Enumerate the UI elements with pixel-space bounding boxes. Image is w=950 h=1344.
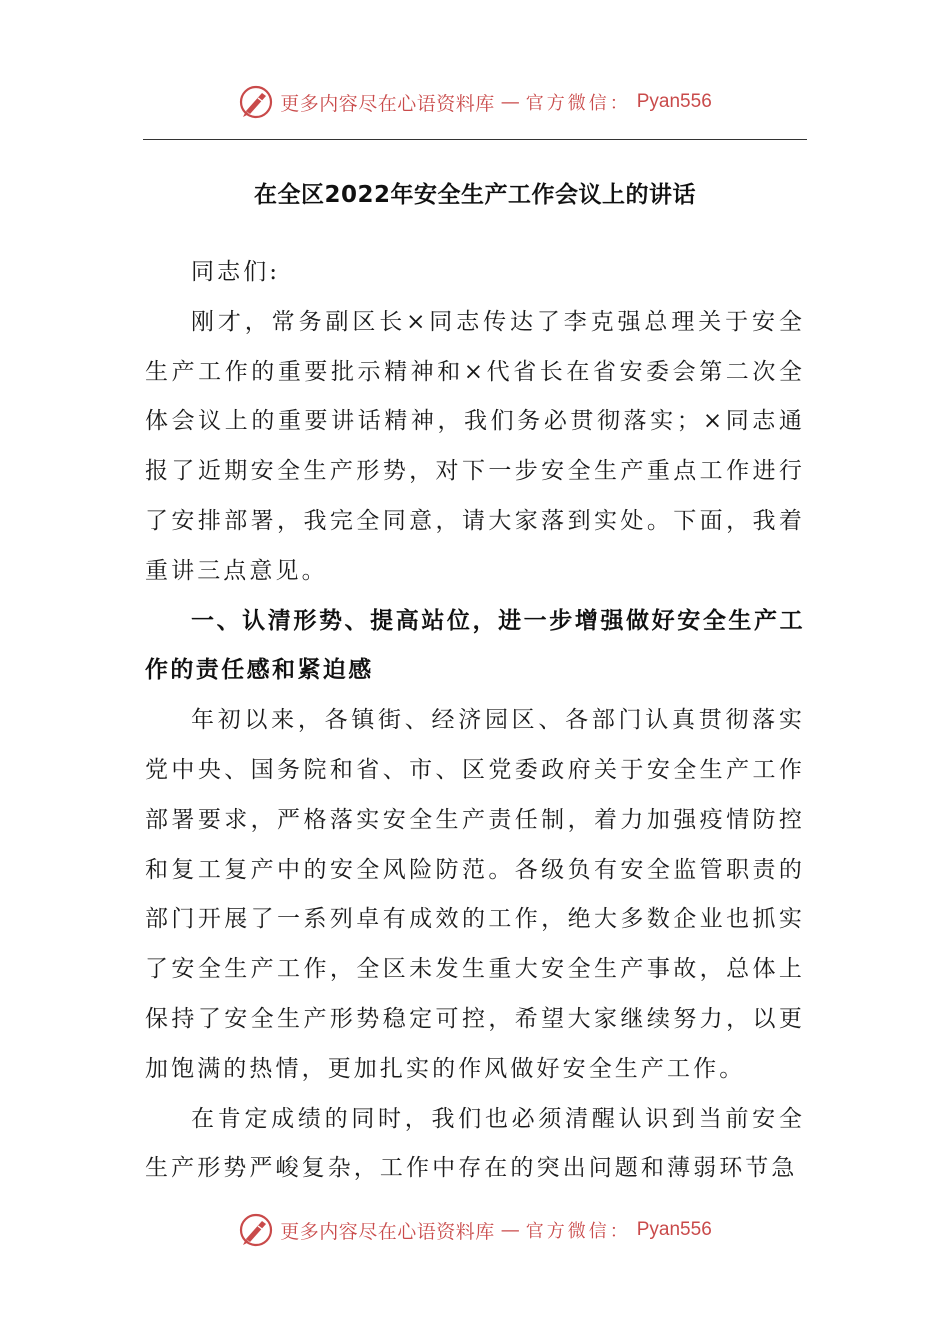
- banner-wechat-label: 官方微信：: [525, 93, 631, 114]
- document-title: 在全区2022年安全生产工作会议上的讲话: [253, 182, 696, 208]
- banner-wechat-label: 官方微信：: [525, 1221, 631, 1242]
- header-banner: [0, 80, 950, 124]
- pen-nib-logo-icon: [238, 1212, 274, 1248]
- banner-wechat-id: Pyan556: [636, 91, 712, 112]
- header-divider: [143, 139, 807, 140]
- intro-paragraph: 刚才，常务副区长×同志传达了李克强总理关于安全生产工作的重要批示精神和×代省长在省安委会第二次全体会议上的重要讲话精神，我们务必贯彻落实；×同志通报了近期安全生产形势，对下一步安全生产重点工作进行了安排部署，我完全同意，请大家落到实处。下面，我着重讲三点意见。: [145, 308, 805, 584]
- banner-brand-text: 更多内容尽在心语资料库: [280, 1220, 495, 1243]
- document-body: [145, 248, 805, 1194]
- footer-banner: [0, 1208, 950, 1252]
- body-paragraph: 年初以来，各镇街、经济园区、各部门认真贯彻落实党中央、国务院和省、市、区党委政府关于安全生产工作部署要求，严格落实安全生产责任制，着力加强疫情防控和复工复产中的安全风险防范。各级负有安全监管职责的部门开展了一系列卓有成效的工作，绝大多数企业也抓实了安全生产工作，全区未发生重大安全生产事故，总体上保持了安全生产形势稳定可控，希望大家继续努力，以更加饱满的热情，更加扎实的作风做好安全生产工作。: [145, 707, 805, 1082]
- pen-nib-logo-icon: [238, 84, 274, 120]
- banner-separator: —: [500, 1219, 520, 1241]
- section-heading: 一、认清形势、提高站位，进一步增强做好安全生产工作的责任感和紧迫感: [145, 607, 805, 684]
- banner-brand-text: 更多内容尽在心语资料库: [280, 92, 495, 115]
- banner-wechat-id: Pyan556: [636, 1219, 712, 1240]
- banner-separator: —: [500, 91, 520, 113]
- body-paragraph: 在肯定成绩的同时，我们也必须清醒认识到当前安全生产形势严峻复杂，工作中存在的突出问题和薄弱环节急: [145, 1105, 805, 1182]
- salutation: 同志们:: [191, 259, 281, 285]
